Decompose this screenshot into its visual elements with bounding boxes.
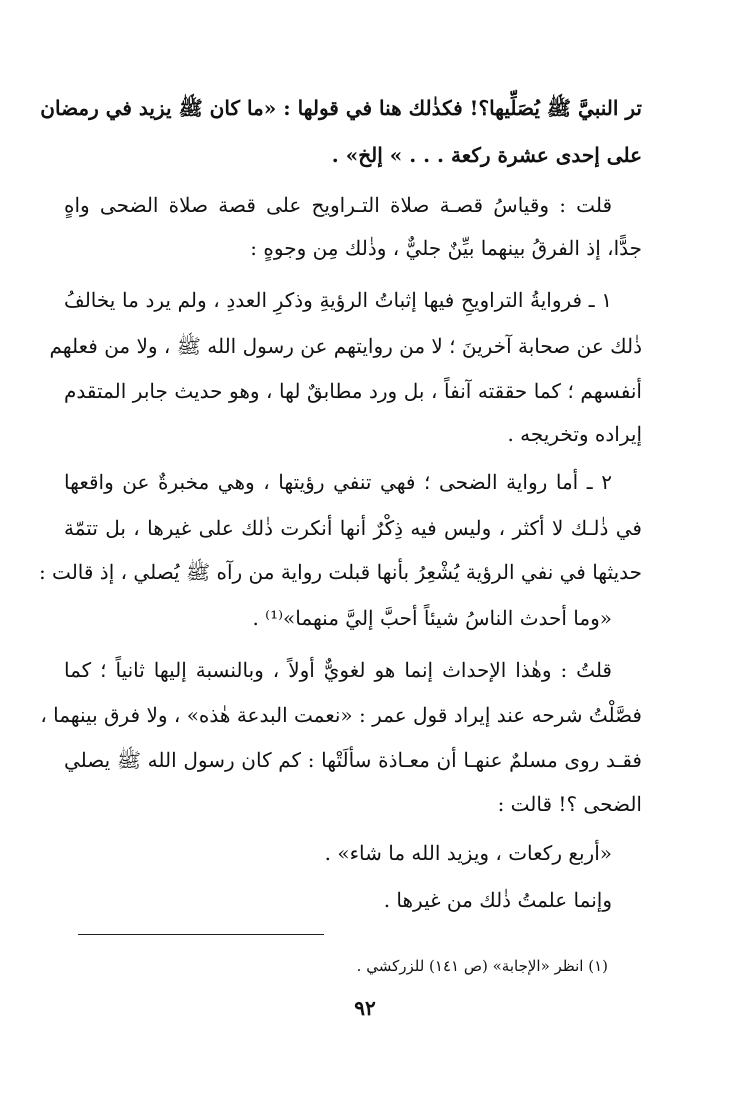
text-line-18: وإنما علمتُ ذٰلك من غيرها . — [383, 888, 612, 912]
text-line-13: قلتُ : وهٰذا الإحداث إنما هو لغويٌّ أولاً ، وبالنسبة إليها ثانياً ؛ كما — [64, 658, 612, 682]
text-line-3: قلت : وقياسُ قصـة صلاة التـراويح على قصة صلاة الضحى واهٍ — [64, 193, 612, 217]
footnote-divider — [78, 934, 324, 935]
text-line-2: على إحدى عشرة ركعة . . . » إلخ» . — [331, 143, 642, 167]
page-number: ٩٢ — [354, 996, 376, 1020]
text-line-8: إيراده وتخريجه . — [507, 422, 642, 446]
text-line-5: ١ ـ فروايةُ التراويحِ فيها إثباتُ الرؤيةِ وذكرِ العددِ ، ولم يرد ما يخالفُ — [64, 288, 612, 312]
text-line-4: جدًّا، إذ الفرقُ بينهما بيِّنٌ جليٌّ ، وذٰلك مِن وجوهٍ : — [250, 236, 642, 260]
text-line-15: فقـد روى مسلمٌ عنهـا أن معـاذة سألَتْها : كم كان رسول الله ﷺ يصلي — [64, 748, 642, 772]
text-line-11: حديثها في نفي الرؤية يُشْعِرُ بأنها قبلت رواية من رآه ﷺ يُصلي ، إذ قالت : — [38, 560, 642, 584]
text-line-17: «أربع ركعات ، ويزيد الله ما شاء» . — [324, 841, 612, 865]
text-line-16: الضحى ؟! قالت : — [497, 792, 642, 816]
text-line-9: ٢ ـ أما رواية الضحى ؛ فهي تنفي رؤيتها ، وهي مخبرةٌ عن واقعها — [64, 470, 612, 494]
text-line-12: «وما أحدث الناسُ شيئاً أحبَّ إليَّ منهما»⁽¹⁾ . — [252, 606, 612, 630]
footnote-text: (١) انظر «الإجابة» (ص ١٤١) للزركشي . — [356, 957, 608, 975]
text-line-1: تر النبيَّ ﷺ يُصَلِّيها؟! فكذٰلك هنا في قولها : «ما كان ﷺ يزيد في رمضان — [40, 96, 642, 120]
text-line-7: أنفسهم ؛ كما حققته آنفاً ، بل ورد مطابقٌ لها ، وهو حديث جابر المتقدم — [64, 379, 642, 403]
text-line-6: ذٰلك عن صحابة آخرينَ ؛ لا من روايتهم عن رسول الله ﷺ ، ولا من فعلهم — [49, 334, 642, 358]
text-line-10: في ذٰلـك لا أكثر ، وليس فيه ذِكْرٌ أنها أنكرت ذٰلك على غيرها ، بل تتمّة — [64, 516, 642, 540]
text-line-14: فصَّلْتُ شرحه عند إيراد قول عمر : «نعمت البدعة هٰذه» ، ولا فرق بينهما ، — [40, 703, 642, 727]
